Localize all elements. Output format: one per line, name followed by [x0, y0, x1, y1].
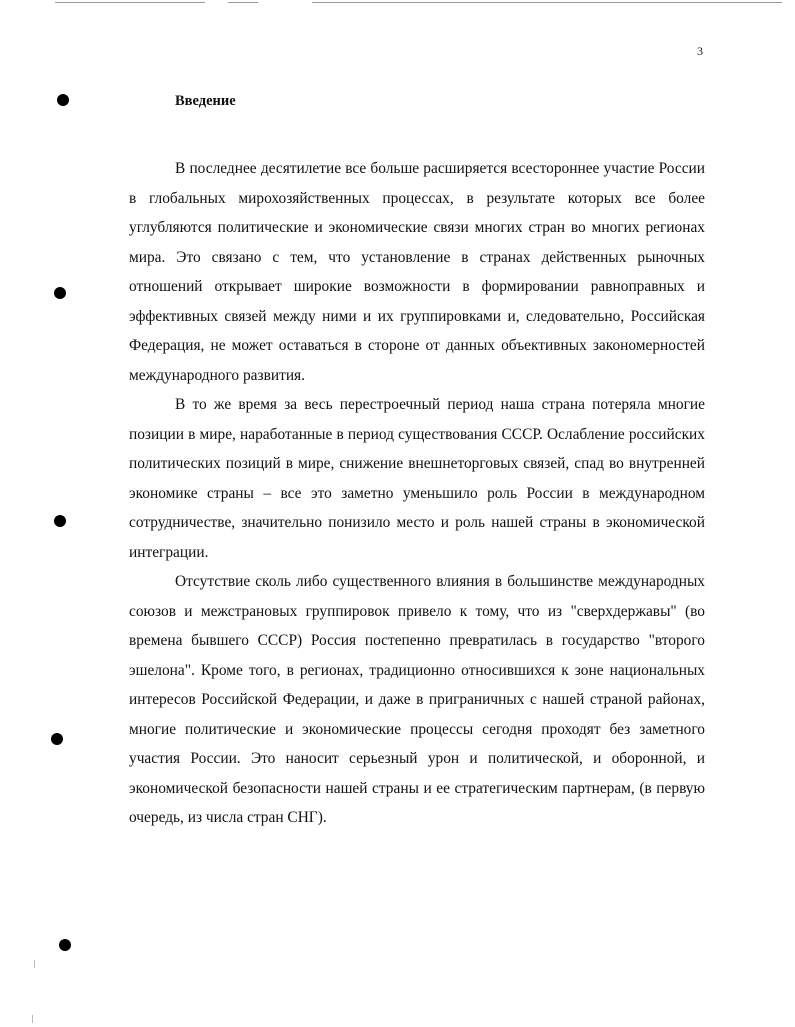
section-heading: Введение — [175, 93, 236, 109]
punch-hole-4 — [51, 733, 63, 745]
scan-top-line-left — [55, 2, 205, 3]
punch-hole-1 — [57, 94, 69, 106]
page-number: 3 — [697, 44, 703, 58]
paragraph-2: В то же время за весь перестроечный период наша страна потеряла многие позиции в мире, наработанные в период существования СССР. Ослабление российских политических позиций в мире, снижение внешнеторговых связей, спад во внутренней экономике страны – все это заметно уменьшило роль России в международном сотрудничестве, значительно понизило место и роль нашей страны в экономической интеграции. — [129, 396, 705, 561]
scan-top-line-middle — [228, 2, 258, 3]
body-text — [129, 154, 705, 833]
scan-artifact-mark — [34, 960, 35, 968]
paragraph-3: Отсутствие сколь либо существенного влияния в большинстве международных союзов и межстрановых группировок привело к тому, что из "сверхдержавы" (во времена бывшего СССР) Россия постепенно превратилась в государство "второго эшелона". Кроме того, в регионах, традиционно относившихся к зоне национальных интересов Российской Федерации, и даже в приграничных с нашей страной районах, многие политические и экономические процессы сегодня проходят без заметного участия России. Это наносит серьезный урон и политической, и оборонной, и экономической безопасности нашей страны и ее стратегическим партнерам, (в первую очередь, из числа стран СНГ). — [129, 573, 705, 826]
scan-artifact-mark — [32, 1015, 33, 1023]
punch-hole-2 — [54, 287, 66, 299]
punch-hole-5 — [59, 939, 71, 951]
paragraph-1: В последнее десятилетие все больше расширяется всестороннее участие России в глобальных мирохозяйственных процессах, в результате которых все более углубляются политические и экономические связи многих стран во многих регионах мира. Это связано с тем, что установление в странах действенных рыночных отношений открывает широкие возможности в формировании равноправных и эффективных связей между ними и их группировками и, следовательно, Российская Федерация, не может оставаться в стороне от данных объективных закономерностей международного развития. — [129, 160, 705, 384]
scan-top-line-right — [312, 2, 782, 3]
punch-hole-3 — [54, 515, 66, 527]
